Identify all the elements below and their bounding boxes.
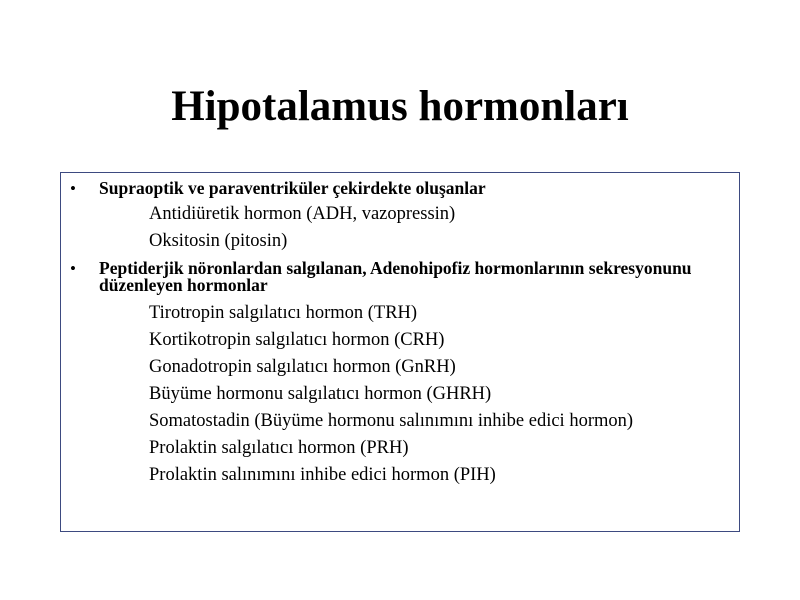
- slide-title: Hipotalamus hormonları: [171, 83, 629, 130]
- bullet-heading-text: Peptiderjik nöronlardan salgılanan, Adenohipofiz hormonlarının sekresyonunu düzenleyen hormonlar: [99, 258, 692, 295]
- list-item: Prolaktin salınımını inhibe edici hormon (PIH): [149, 465, 496, 485]
- list-item: Gonadotropin salgılatıcı hormon (GnRH): [149, 357, 456, 377]
- list-item: Büyüme hormonu salgılatıcı hormon (GHRH): [149, 384, 492, 404]
- list-item: Antidiüretik hormon (ADH, vazopressin): [149, 204, 456, 224]
- bullet-heading-text: Supraoptik ve paraventriküler çekirdekte oluşanlar: [99, 178, 486, 198]
- list-item: Prolaktin salgılatıcı hormon (PRH): [149, 438, 409, 458]
- list-item: Oksitosin (pitosin): [149, 231, 288, 251]
- list-item: Tirotropin salgılatıcı hormon (TRH): [149, 303, 418, 323]
- bullet-group-peptidergic: [61, 260, 739, 489]
- content-box: [60, 172, 740, 532]
- bullet-mark: •: [70, 259, 76, 278]
- sub-list: [61, 201, 739, 255]
- sub-list: [61, 300, 739, 489]
- list-item: Kortikotropin salgılatıcı hormon (CRH): [149, 330, 445, 350]
- bullet-heading: [61, 180, 739, 197]
- bullet-heading: [61, 260, 739, 294]
- bullet-mark: •: [70, 179, 76, 198]
- list-item: Somatostadin (Büyüme hormonu salınımını inhibe edici hormon): [149, 411, 634, 431]
- bullet-group-supraoptic: [61, 180, 739, 255]
